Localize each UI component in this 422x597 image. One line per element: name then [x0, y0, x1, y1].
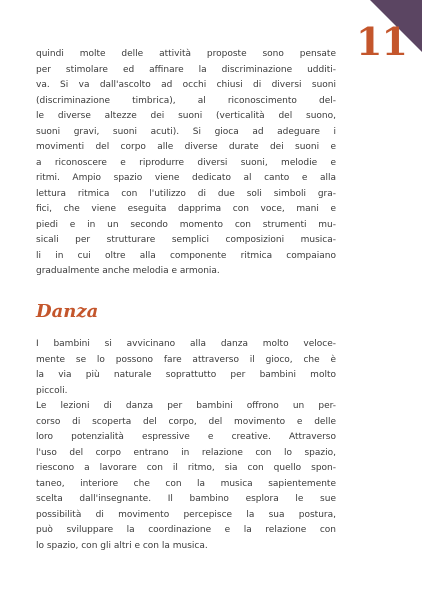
text-line: Le lezioni di danza per bambini offrono un per-: [36, 401, 336, 411]
section-heading-danza: Danza: [36, 301, 99, 322]
paragraph-danza-lessons: [36, 399, 336, 554]
text-line: piccoli.: [36, 385, 68, 396]
text-line: (discriminazione timbrica), al riconoscimento del-: [36, 95, 336, 106]
text-line: la via più naturale soprattutto per bambini molto: [36, 370, 336, 380]
page-number: 11: [356, 19, 407, 64]
text-line: ritmi. Ampio spazio viene dedicato al canto e alla: [36, 173, 336, 183]
text-line: le diverse altezze dei suoni (verticalità del suono,: [36, 111, 336, 121]
text-line: quindi molte delle attività proposte sono pensate: [36, 49, 336, 59]
paragraph-danza-intro: [36, 337, 336, 399]
text-line: fici, che viene eseguita dapprima con voce, mani e: [36, 204, 336, 214]
text-line: va. Si va dall'ascolto ad occhi chiusi di diversi suoni: [36, 80, 336, 90]
text-line: mente se lo possono fare attraverso il gioco, che è: [36, 354, 336, 365]
paragraph-music: [36, 47, 336, 280]
text-line: riescono a lavorare con il ritmo, sia con quello spon-: [36, 463, 336, 473]
text-line: lettura ritmica con l'utilizzo di due soli simboli gra-: [36, 188, 336, 199]
text-line: corso di scoperta del corpo, del movimento e delle: [36, 416, 336, 427]
text-line: lo spazio, con gli altri e con la musica.: [36, 540, 208, 551]
text-line: loro potenzialità espressive e creative. Attraverso: [36, 432, 336, 442]
text-line: a riconoscere e riprodurre diversi suoni, melodie e: [36, 157, 336, 168]
text-line: suoni gravi, suoni acuti). Si gioca ad adeguare i: [36, 126, 336, 137]
text-line: li in cui oltre alla componente ritmica compaiano: [36, 250, 336, 261]
text-line: sicali per strutturare semplici composizioni musica-: [36, 235, 336, 245]
text-line: piedi e in un secondo momento con strumenti mu-: [36, 219, 336, 230]
text-line: I bambini si avvicinano alla danza molto veloce-: [36, 339, 336, 349]
text-line: possibilità di movimento percepisce la sua postura,: [36, 509, 336, 520]
text-line: per stimolare ed affinare la discriminazione udditi-: [36, 64, 336, 75]
text-line: taneo, interiore che con la musica sapientemente: [36, 478, 336, 489]
text-line: scelta dall'insegnante. Il bambino esplora le sue: [36, 494, 336, 504]
text-line: può sviluppare la coordinazione e la relazione con: [36, 525, 336, 535]
text-line: l'uso del corpo entrano in relazione con lo spazio,: [36, 447, 336, 458]
text-line: movimenti del corpo alle diverse durate dei suoni e: [36, 142, 336, 152]
text-line: gradualmente anche melodia e armonia.: [36, 266, 220, 276]
